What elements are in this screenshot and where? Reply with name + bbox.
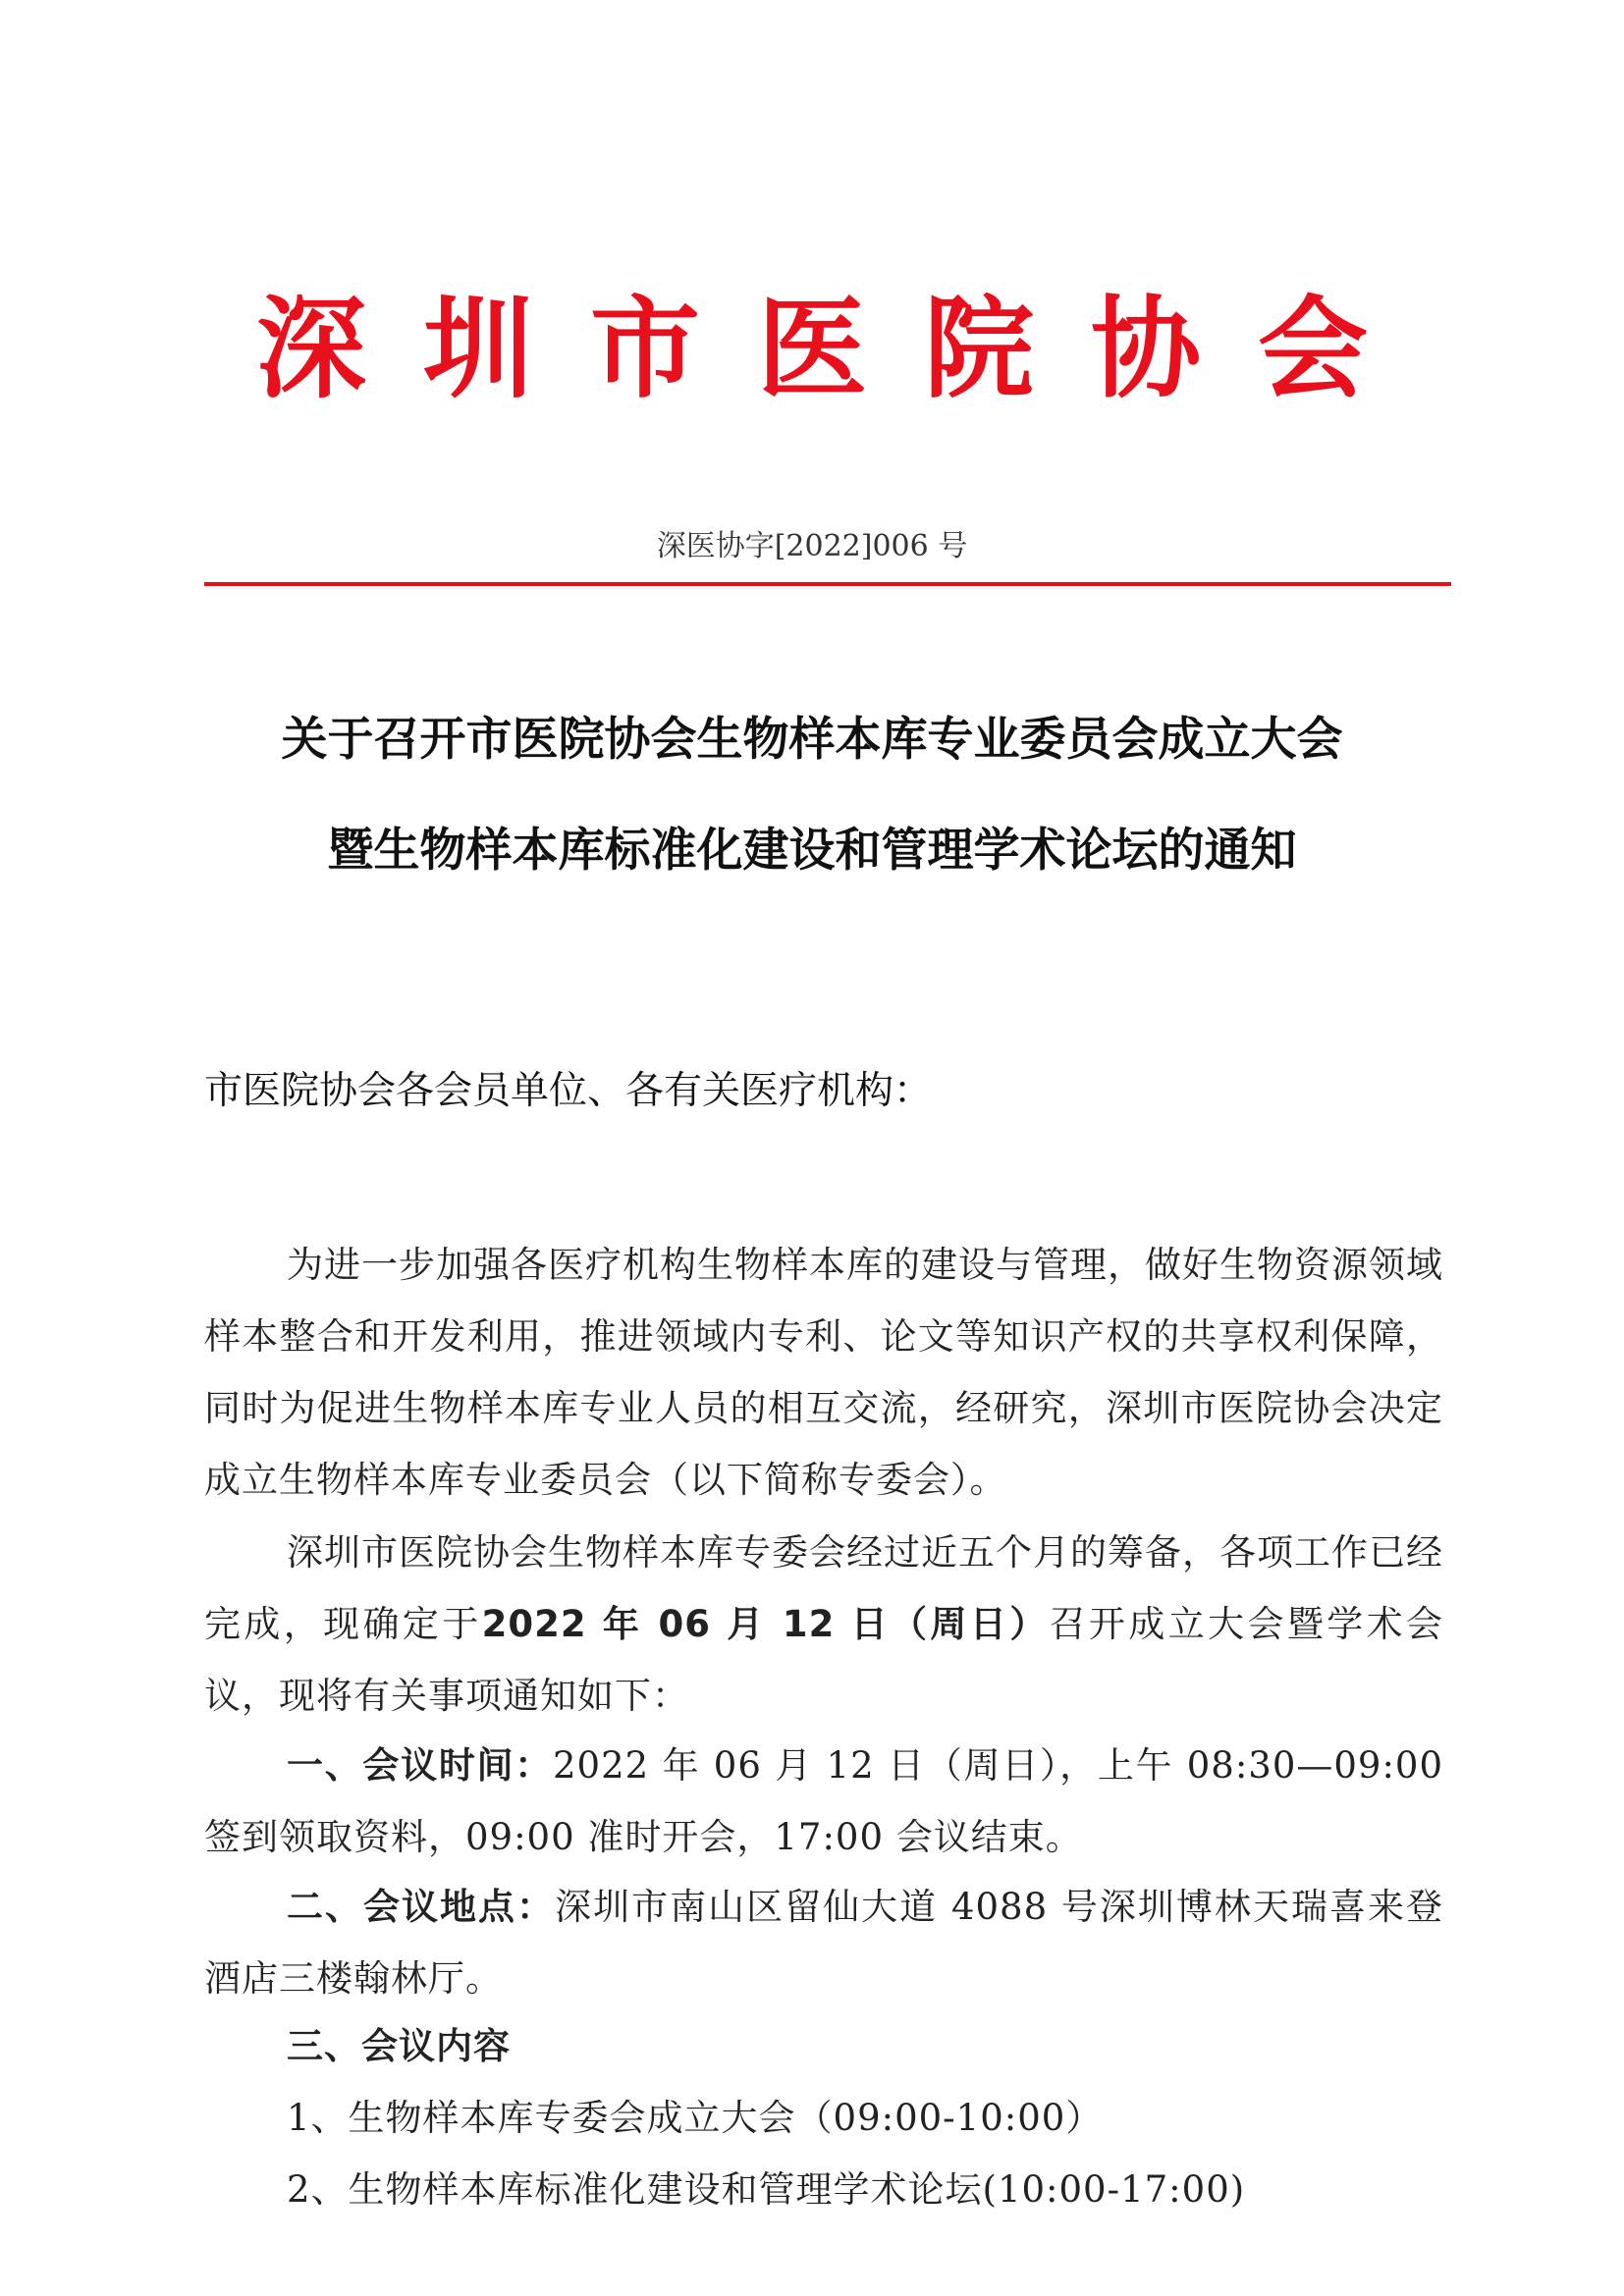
paragraph-announcement [204,1517,1443,1732]
notice-title-line-1: 关于召开市医院协会生物样本库专业委员会成立大会 [281,713,1343,767]
meeting-place-text: 深圳市南山区留仙大道 4088 号深圳博林天瑞喜来登酒店三楼翰林厅。 [204,1886,1443,2000]
notice-title-line-2: 暨生物样本库标准化建设和管理学术论坛的通知 [327,824,1297,878]
meeting-content-label: 三、会议内容 [287,2025,511,2067]
list-item: 1、生物样本库专委会成立大会（09:00-10:00） [287,2097,1104,2139]
meeting-place-label: 二、会议地点： [287,1886,556,1928]
meeting-content-heading [204,2010,1443,2082]
paragraph-meeting-place [204,1871,1443,2014]
meeting-time-label: 一、会议时间： [287,1744,553,1787]
meeting-date-highlight: 2022 年 06 月 12 日（周日） [481,1603,1050,1645]
announcement-text-end: 召开成立大会暨学术会议，现将有关事项通知如下： [204,1603,1443,1717]
salutation: 市医院协会各会员单位、各有关医疗机构： [204,1069,933,1113]
document-number: 深医协字[2022]006 号 [656,529,968,563]
meeting-time-text: 2022 年 06 月 12 日（周日），上午 08:30—09:00 签到领取资料，09:00 准时开会，17:00 会议结束。 [204,1744,1444,1858]
letterhead-divider [204,582,1451,586]
organization-letterhead: 深圳市医院协会 [256,286,1425,413]
paragraph-purpose: 为进一步加强各医疗机构生物样本库的建设与管理，做好生物资源领域样本整合和开发利用，推进领域内专利、论文等知识产权的共享权利保障，同时为促进生物样本库专业人员的相互交流，经研究，深圳市医院协会决定成立生物样本库专业委员会（以下简称专委会）。 [204,1244,1443,1501]
list-item: 2、生物样本库标准化建设和管理学术论坛(10:00-17:00) [287,2168,1246,2211]
announcement-text-start: 深圳市医院协会生物样本库专委会经过近五个月的筹备，各项工作已经完成，现确定于 [204,1531,1443,1645]
paragraph-meeting-time [204,1730,1443,1873]
